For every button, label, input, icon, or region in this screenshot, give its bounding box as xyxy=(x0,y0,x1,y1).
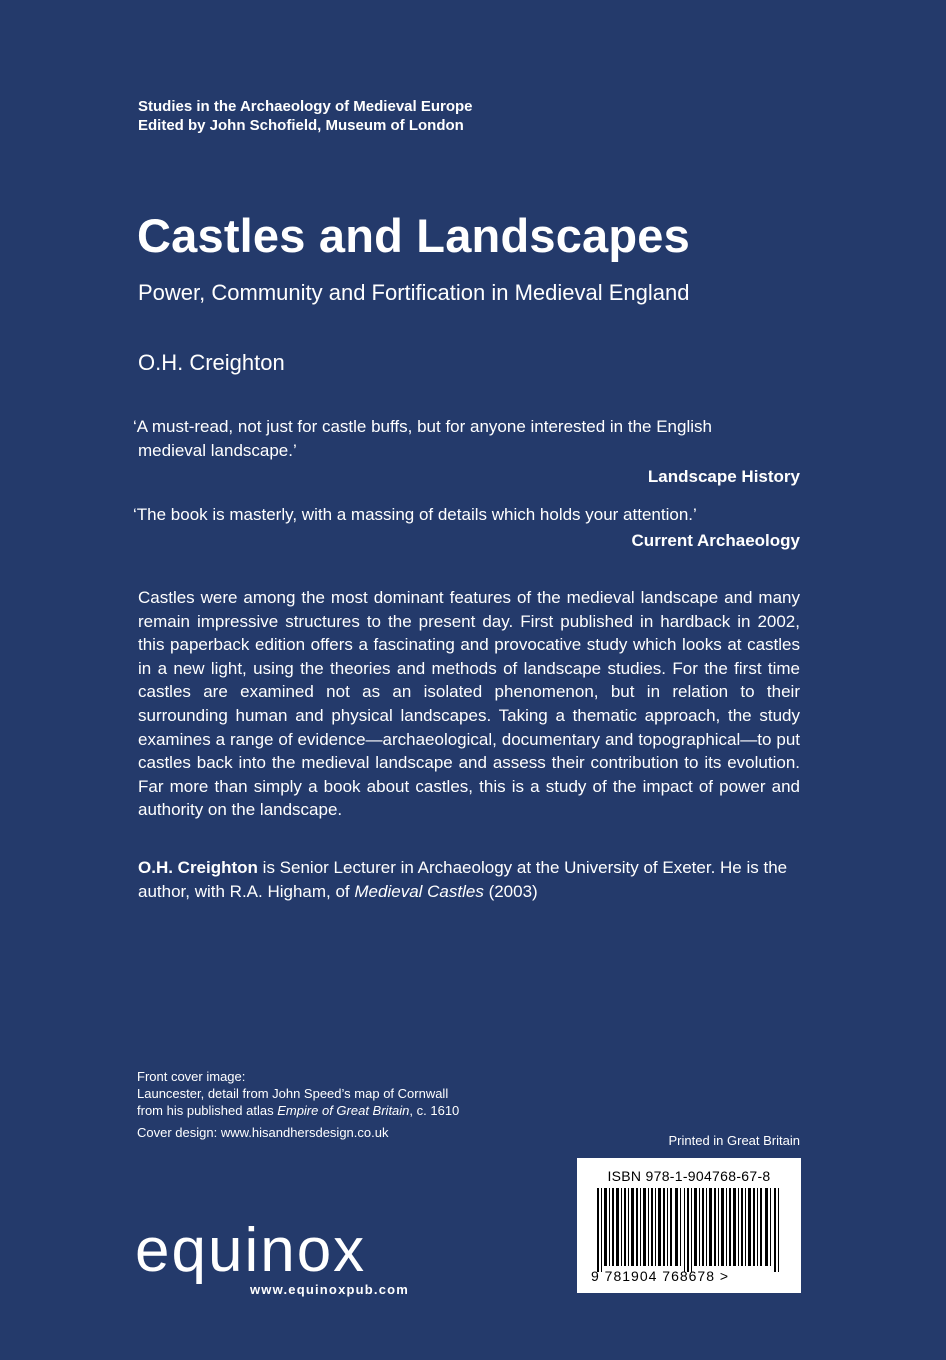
publisher-name: equinox xyxy=(135,1216,367,1285)
credit-line: from his published atlas Empire of Great Britain, c. 1610 xyxy=(137,1103,460,1118)
barcode-digits: 9 781904 768678 > xyxy=(591,1268,730,1284)
bio-text: is Senior Lecturer in Archaeology at the University of Exeter. He is the author, with R.A. Higham, of xyxy=(138,858,788,901)
series-title: Studies in the Archaeology of Medieval Europe xyxy=(138,98,473,115)
bio-author-name: O.H. Creighton xyxy=(138,858,258,877)
book-author: O.H. Creighton xyxy=(138,350,285,375)
bio-text-end: (2003) xyxy=(483,881,538,901)
quote-line: ‘A must-read, not just for castle buffs, but for anyone interested in the English xyxy=(133,417,712,436)
series-info xyxy=(138,97,473,135)
bio-book-title: Medieval Castles xyxy=(354,881,484,901)
quote-line: ‘The book is masterly, with a massing of details which holds your attention.’ xyxy=(133,505,697,524)
barcode-bars xyxy=(595,1188,785,1272)
publisher-url: www.equinoxpub.com xyxy=(250,1282,410,1297)
quote-source: Landscape History xyxy=(647,467,800,486)
quote-line: medieval landscape.’ xyxy=(138,441,297,460)
series-editor: Edited by John Schofield, Museum of London xyxy=(138,117,464,134)
book-subtitle: Power, Community and Fortification in Medieval England xyxy=(138,280,690,305)
book-description: Castles were among the most dominant features of the medieval landscape and many remain impressive structures to the present day. First published in hardback in 2002, this paperback edition offers a fascinating and provocative study which looks at castles in a new light, using the theories and methods of landscape studies. For the first time castles are examined not as an isolated phenomenon, but in relation to their surrounding human and physical landscapes. Taking a thematic approach, the study examines a range of evidence—archaeological, documentary and topographical—to put castles back into the medieval landscape and assess their contribution to its evolution. Far more than simply a book about castles, this is a study of the impact of power and authority on the landscape. xyxy=(138,588,800,820)
quote-source: Current Archaeology xyxy=(631,531,800,550)
author-bio xyxy=(138,856,800,903)
isbn-label: ISBN 978-1-904768-67-8 xyxy=(607,1168,771,1184)
review-quote xyxy=(133,415,800,489)
cover-credits xyxy=(137,1068,459,1141)
review-quote xyxy=(133,503,800,553)
credit-line: Launcester, detail from John Speed’s map of Cornwall xyxy=(137,1086,449,1101)
cover-design-credit: Cover design: www.hisandhersdesign.co.uk xyxy=(137,1125,389,1140)
publisher-logo xyxy=(135,1218,435,1298)
isbn-barcode xyxy=(577,1158,801,1293)
printed-in: Printed in Great Britain xyxy=(668,1133,800,1148)
book-title: Castles and Landscapes xyxy=(137,209,690,262)
credit-line: Front cover image: xyxy=(137,1069,246,1084)
